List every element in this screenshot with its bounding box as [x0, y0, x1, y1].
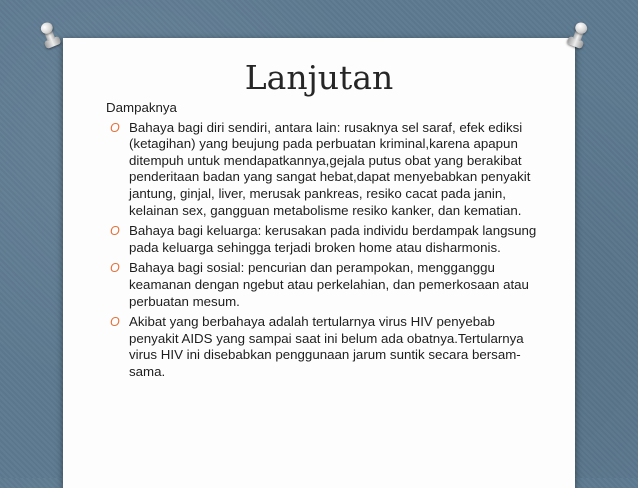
pushpin-icon	[35, 19, 64, 52]
bullet-marker-icon: O	[110, 315, 120, 330]
slide-body	[106, 100, 538, 385]
bullet-marker-icon: O	[110, 261, 120, 276]
bullet-marker-icon: O	[110, 120, 120, 135]
bullet-text: Bahaya bagi diri sendiri, antara lain: rusaknya sel saraf, efek ediksi (ketagihan) yang beujung pada perbuatan kriminal,karena apapun ditempuh untuk mendapatkannya,gejala putus obat yang berakibat penderitaan badan yang sangat hebat,dapat menyebabkan penyakit jantung, ginjal, liver, merusak pankreas, resiko cacat pada janin, kelainan sex, gangguan metabolisme resiko kanker, dan kematian.	[129, 119, 531, 218]
bullet-text: Bahaya bagi keluarga: kerusakan pada individu berdampak langsung pada keluarga sehingga terjadi broken home atau disharmonis.	[129, 223, 537, 255]
bullet-item	[106, 223, 538, 256]
bullet-text: Akibat yang berbahaya adalah tertularnya virus HIV penyebab penyakit AIDS yang sampai saat ini belum ada obatnya.Tertularnya virus HIV ini disebabkan penggunaan jarum suntik secara bersam-sama.	[129, 314, 524, 379]
bullet-item	[106, 314, 538, 380]
section-heading: Dampaknya	[106, 100, 177, 115]
bullet-text: Bahaya bagi sosial: pencurian dan perampokan, mengganggu keamanan dengan ngebut atau perkelahian, dan pemerkosaan atau perbuatan mesum.	[129, 260, 529, 309]
bullet-marker-icon: O	[110, 224, 120, 239]
bullet-list	[106, 120, 538, 381]
bullet-item	[106, 120, 538, 220]
bullet-item	[106, 260, 538, 310]
slide-title: Lanjutan	[244, 58, 394, 97]
